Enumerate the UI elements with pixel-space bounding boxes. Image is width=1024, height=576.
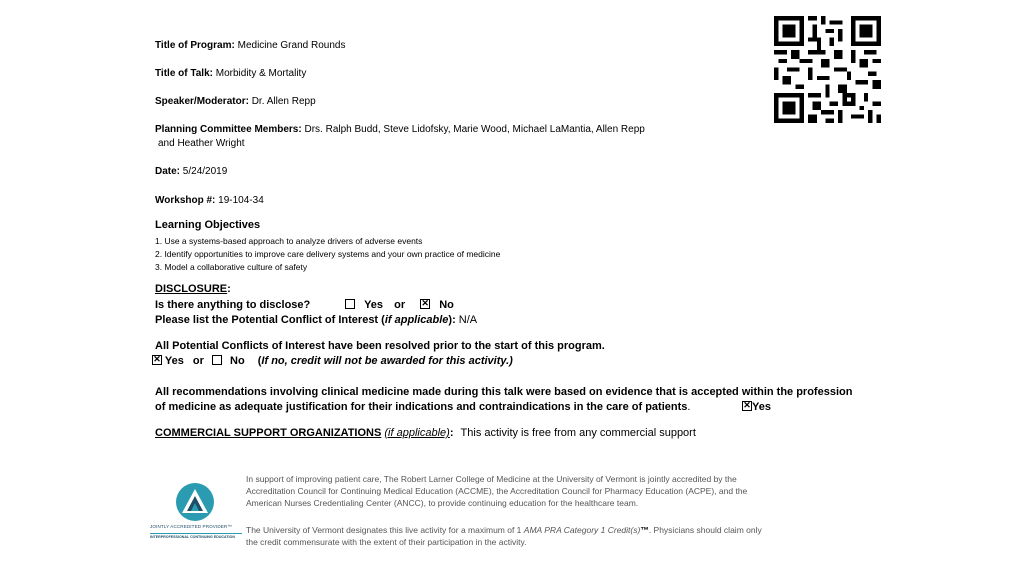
- credit-line2: the credit commensurate with the extent of their participation in the activity.: [246, 537, 527, 547]
- disclosure-question-row: [155, 299, 455, 311]
- workshop-field: [155, 195, 264, 206]
- disclosure-no-checkbox[interactable]: [420, 299, 430, 309]
- evidence-line1: All recommendations involving clinical medicine made during this talk were based on evidence that is accepted within the profession: [155, 386, 853, 398]
- credit-designation: [246, 524, 762, 548]
- disclosure-yes-label: Yes: [364, 299, 384, 311]
- credit-tm: ™: [640, 525, 649, 535]
- objective-item: 2. Identify opportunities to improve care delivery systems and your own practice of medicine: [155, 249, 501, 259]
- commercial-italic: (if applicable): [384, 427, 450, 439]
- disclosure-heading-row: [155, 283, 231, 295]
- accreditation-line: In support of improving patient care, The Robert Larner College of Medicine at the University of Vermont is jointly accredited by the: [246, 474, 737, 484]
- commercial-value: This activity is free from any commercial support: [460, 427, 696, 439]
- speaker-field: [155, 96, 316, 107]
- conflict-italic: if applicable: [384, 314, 449, 326]
- evidence-period: .: [687, 401, 691, 413]
- conflict-label: Please list the Potential Conflict of Interest (: [155, 314, 385, 326]
- logo-line2: INTERPROFESSIONAL CONTINUING EDUCATION: [150, 535, 235, 539]
- objective-item: 1. Use a systems-based approach to analyze drivers of adverse events: [155, 236, 423, 246]
- accreditation-line: Accreditation Council for Continuing Medical Education (ACCME), the Accreditation Council for Pharmacy Education (ACPE), and the: [246, 486, 748, 496]
- accreditation-line: American Nurses Credentialing Center (ANCC), to provide continuing education for the healthcare team.: [246, 498, 639, 508]
- evidence-row: [155, 401, 795, 413]
- disclosure-heading: DISCLOSURE: [155, 283, 228, 295]
- resolved-yes-label: Yes: [164, 355, 184, 367]
- committee-value: Drs. Ralph Budd, Steve Lidofsky, Marie Wood, Michael LaMantia, Allen Repp: [304, 124, 645, 135]
- objective-item: 3. Model a collaborative culture of safety: [155, 262, 308, 272]
- evidence-yes-checkbox[interactable]: [742, 401, 752, 411]
- evidence-line2: of medicine as adequate justification for their indications and contraindications in the care of patients: [155, 401, 688, 413]
- conflict-row: [155, 314, 477, 326]
- committee-value-line2: and Heather Wright: [158, 138, 245, 149]
- disclosure-or: or: [394, 299, 406, 311]
- commercial-row: [155, 427, 696, 439]
- credit-italic: AMA PRA Category 1 Credit(s): [523, 525, 641, 535]
- disclosure-no-label: No: [439, 299, 454, 311]
- program-field: [155, 40, 345, 51]
- commercial-heading: COMMERCIAL SUPPORT ORGANIZATIONS: [155, 427, 382, 439]
- speaker-value: Dr. Allen Repp: [251, 96, 316, 107]
- resolved-or: or: [192, 355, 204, 367]
- objectives-list: [155, 235, 500, 274]
- resolved-row: [152, 355, 513, 367]
- workshop-label: Workshop #:: [155, 195, 216, 206]
- objectives-title: Learning Objectives: [155, 219, 261, 231]
- disclosure-question: Is there anything to disclose?: [155, 299, 311, 311]
- disclosure-yes-checkbox[interactable]: [345, 299, 355, 309]
- qr-code: [773, 16, 882, 123]
- credit-pre: The University of Vermont designates this live activity for a maximum of 1: [246, 525, 522, 535]
- resolved-note: If no, credit will not be awarded for this activity.): [261, 355, 513, 367]
- program-label: Title of Program:: [155, 40, 235, 51]
- committee-label: Planning Committee Members:: [155, 124, 302, 135]
- accreditation-statement: [246, 473, 747, 509]
- date-value: 5/24/2019: [182, 166, 228, 177]
- logo-divider: [150, 533, 242, 534]
- accreditation-triangle-icon: [175, 482, 215, 522]
- resolved-statement: All Potential Conflicts of Interest have been resolved prior to the start of this program.: [155, 340, 605, 352]
- date-label: Date:: [155, 166, 181, 177]
- workshop-value: 19-104-34: [218, 195, 264, 206]
- commercial-colon: :: [449, 427, 454, 439]
- talk-label: Title of Talk:: [155, 68, 213, 79]
- conflict-value: N/A: [458, 314, 478, 326]
- speaker-label: Speaker/Moderator:: [155, 96, 249, 107]
- talk-field: [155, 68, 306, 79]
- evidence-yes-label: Yes: [752, 401, 771, 413]
- conflict-close: ):: [448, 314, 456, 326]
- resolved-no-checkbox[interactable]: [212, 355, 222, 365]
- program-value: Medicine Grand Rounds: [237, 40, 346, 51]
- credit-post: . Physicians should claim only: [648, 525, 762, 535]
- resolved-note-open: (: [257, 355, 262, 367]
- logo-line1: JOINTLY ACCREDITED PROVIDER™: [150, 524, 233, 529]
- talk-value: Morbidity & Mortality: [215, 68, 307, 79]
- resolved-no-label: No: [230, 355, 245, 367]
- disclosure-colon: :: [227, 283, 231, 295]
- committee-field: [155, 124, 645, 135]
- resolved-yes-checkbox[interactable]: [152, 355, 162, 365]
- jointly-accredited-logo: [150, 480, 240, 542]
- date-field: [155, 166, 227, 177]
